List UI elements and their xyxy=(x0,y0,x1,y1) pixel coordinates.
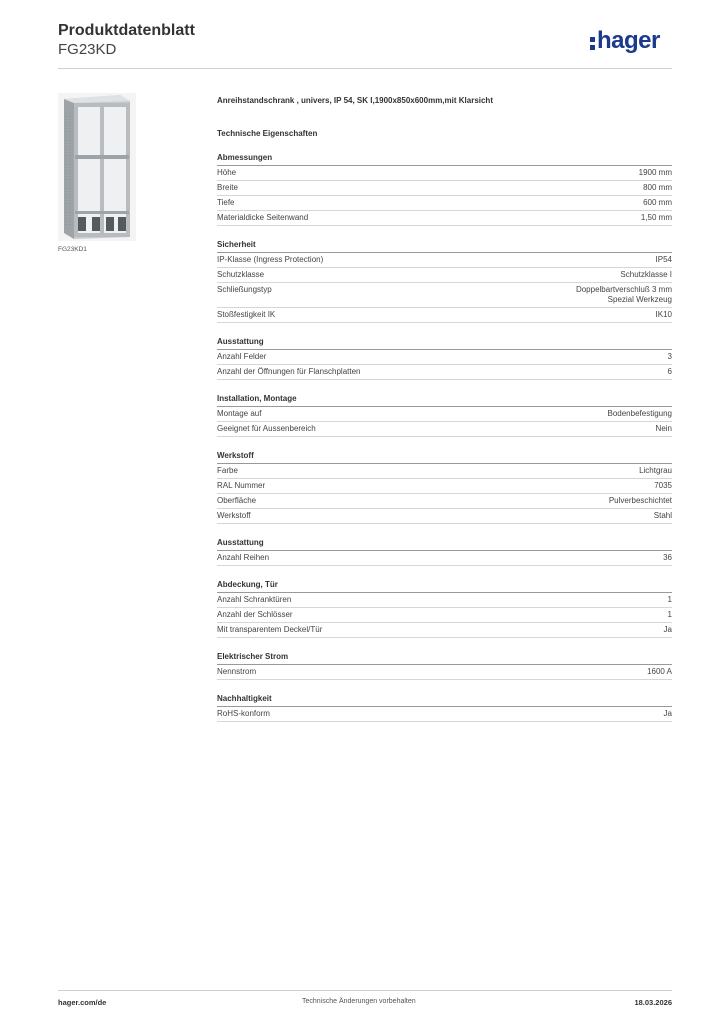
property-section xyxy=(217,152,672,226)
product-code: FG23KD xyxy=(58,41,117,58)
property-section xyxy=(217,537,672,566)
property-row xyxy=(217,308,672,323)
property-value: Doppelbartverschluß 3 mm Spezial Werkzeug xyxy=(575,285,672,304)
document-header xyxy=(58,22,195,59)
property-label: Mit transparentem Deckel/Tür xyxy=(217,625,323,634)
document-title: Produktdatenblatt xyxy=(58,22,195,39)
property-label: Höhe xyxy=(217,168,237,177)
property-label: Schließungstyp xyxy=(217,285,272,294)
property-value: 1 xyxy=(667,610,672,619)
property-label: Nennstrom xyxy=(217,667,257,676)
property-row xyxy=(217,166,672,181)
property-section xyxy=(217,693,672,722)
tech-heading: Technische Eigenschaften xyxy=(217,129,318,138)
property-label: Materialdicke Seitenwand xyxy=(217,213,309,222)
property-row xyxy=(217,479,672,494)
logo-text: hager xyxy=(597,27,660,54)
property-row xyxy=(217,608,672,623)
section-title: Nachhaltigkeit xyxy=(217,693,672,707)
hager-logo xyxy=(590,27,660,55)
property-value: Nein xyxy=(655,424,672,433)
property-value: Ja xyxy=(663,625,672,634)
footer-website: hager.com/de xyxy=(58,998,107,1007)
property-value: 36 xyxy=(663,553,672,562)
property-value: Stahl xyxy=(653,511,672,520)
product-image xyxy=(58,93,136,241)
property-row xyxy=(217,407,672,422)
section-title: Sicherheit xyxy=(217,239,672,253)
property-label: Breite xyxy=(217,183,238,192)
property-value: Ja xyxy=(663,709,672,718)
property-row xyxy=(217,494,672,509)
footer-divider xyxy=(58,990,672,991)
property-label: RAL Nummer xyxy=(217,481,266,490)
product-description: Anreihstandschrank , univers, IP 54, SK I,1900x850x600mm,mit Klarsicht xyxy=(217,96,493,105)
property-label: Oberfläche xyxy=(217,496,257,505)
property-value: Schutzklasse I xyxy=(620,270,672,279)
property-row xyxy=(217,365,672,380)
property-value: 800 mm xyxy=(643,183,672,192)
property-value: 3 xyxy=(667,352,672,361)
property-row xyxy=(217,593,672,608)
section-title: Ausstattung xyxy=(217,537,672,551)
property-value: 1,50 mm xyxy=(640,213,672,222)
property-value: 6 xyxy=(667,367,672,376)
section-title: Installation, Montage xyxy=(217,393,672,407)
footer-date: 18.03.2026 xyxy=(634,998,672,1007)
property-label: Anzahl der Öffnungen für Flanschplatten xyxy=(217,367,361,376)
property-row xyxy=(217,509,672,524)
property-section xyxy=(217,450,672,524)
property-label: Farbe xyxy=(217,466,238,475)
section-title: Abmessungen xyxy=(217,152,672,166)
section-title: Abdeckung, Tür xyxy=(217,579,672,593)
property-section xyxy=(217,239,672,323)
property-value: 1900 mm xyxy=(638,168,672,177)
section-title: Elektrischer Strom xyxy=(217,651,672,665)
property-row xyxy=(217,623,672,638)
property-value: IK10 xyxy=(655,310,672,319)
property-row xyxy=(217,211,672,226)
property-value: Bodenbefestigung xyxy=(607,409,672,418)
property-value: 1 xyxy=(667,595,672,604)
property-row xyxy=(217,422,672,437)
section-title: Werkstoff xyxy=(217,450,672,464)
property-row xyxy=(217,665,672,680)
section-title: Ausstattung xyxy=(217,336,672,350)
property-label: Geeignet für Aussenbereich xyxy=(217,424,316,433)
property-label: IP-Klasse (Ingress Protection) xyxy=(217,255,324,264)
properties-table xyxy=(217,152,672,722)
property-label: RoHS-konform xyxy=(217,709,270,718)
property-label: Stoßfestigkeit IK xyxy=(217,310,276,319)
property-label: Montage auf xyxy=(217,409,262,418)
header-divider xyxy=(58,68,672,69)
datasheet-content xyxy=(217,95,672,722)
property-row xyxy=(217,283,672,308)
property-value: Pulverbeschichtet xyxy=(608,496,672,505)
property-row xyxy=(217,707,672,722)
property-label: Anzahl Schranktüren xyxy=(217,595,292,604)
logo-dots-icon xyxy=(590,27,595,51)
property-value: 600 mm xyxy=(643,198,672,207)
property-section xyxy=(217,579,672,638)
property-label: Werkstoff xyxy=(217,511,251,520)
property-row xyxy=(217,464,672,479)
property-label: Anzahl Felder xyxy=(217,352,267,361)
property-row xyxy=(217,268,672,283)
property-value: 1600 A xyxy=(647,667,672,676)
property-label: Anzahl der Schlösser xyxy=(217,610,293,619)
property-value: Lichtgrau xyxy=(639,466,672,475)
property-row xyxy=(217,350,672,365)
property-label: Anzahl Reihen xyxy=(217,553,270,562)
property-label: Tiefe xyxy=(217,198,235,207)
property-row xyxy=(217,551,672,566)
property-section xyxy=(217,336,672,380)
property-row xyxy=(217,196,672,211)
footer-note: Technische Änderungen vorbehalten xyxy=(302,998,416,1005)
property-section xyxy=(217,651,672,680)
property-row xyxy=(217,253,672,268)
property-section xyxy=(217,393,672,437)
property-value: 7035 xyxy=(654,481,672,490)
image-caption: FG23KD1 xyxy=(58,246,87,253)
property-value: IP54 xyxy=(655,255,672,264)
property-label: Schutzklasse xyxy=(217,270,265,279)
property-row xyxy=(217,181,672,196)
